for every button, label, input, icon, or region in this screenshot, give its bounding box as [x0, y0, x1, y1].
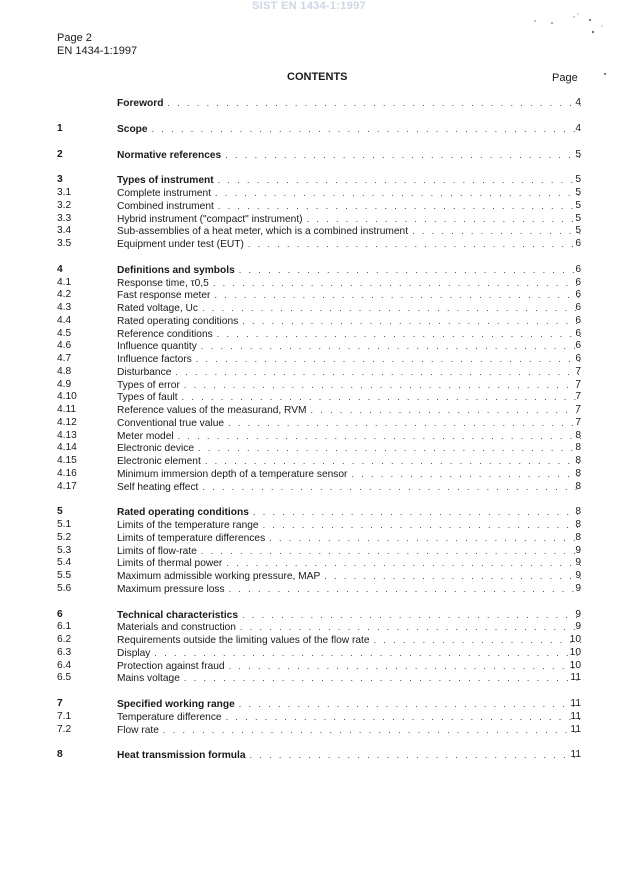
toc-entry-page: 4	[575, 122, 581, 134]
toc-entry	[57, 238, 581, 251]
toc-entry-number: 4.13	[57, 429, 77, 441]
toc-entry-page: 9	[575, 621, 581, 633]
toc-entry-page: 6	[575, 302, 581, 313]
toc-entry-page: 11	[570, 749, 581, 761]
dot-leader	[163, 724, 581, 737]
dot-leader	[215, 187, 581, 200]
dot-leader	[152, 123, 581, 136]
toc-entry-title: Self heating effect	[117, 481, 199, 493]
toc-entry	[57, 532, 581, 545]
toc-entry-page: 5	[575, 225, 581, 237]
toc-entry-number: 4.5	[57, 327, 72, 339]
toc-entry-number: 6.1	[57, 621, 72, 633]
toc-entry-page: 6	[575, 340, 581, 352]
toc-entry-number: 1	[57, 122, 63, 134]
toc-entry-number: 5	[57, 506, 63, 518]
toc-entry-page: 8	[575, 519, 581, 530]
dot-leader	[182, 391, 581, 404]
toc-entry	[57, 442, 581, 455]
toc-entry-page: 6	[575, 314, 581, 326]
toc-entry	[57, 647, 581, 660]
toc-entry-number: 4.12	[57, 416, 77, 428]
toc-entry-number: 4.2	[57, 289, 72, 301]
toc-entry	[57, 519, 581, 532]
toc-entry-page: 6	[575, 327, 581, 339]
toc-entry-title: Limits of flow-rate	[117, 545, 197, 557]
dot-leader	[218, 200, 581, 213]
toc-entry-page: 7	[575, 365, 581, 377]
toc-entry-title: Maximum admissible working pressure, MAP	[117, 571, 321, 582]
toc-entry-number: 2	[57, 148, 63, 160]
toc-entry	[57, 583, 581, 596]
toc-entry	[57, 340, 581, 353]
toc-entry	[57, 149, 581, 162]
toc-entry	[57, 430, 581, 443]
toc-entry-number: 4.17	[57, 480, 77, 492]
dot-leader	[374, 634, 581, 647]
dot-leader	[201, 545, 581, 558]
toc-entry	[57, 200, 581, 213]
toc-entry	[57, 545, 581, 558]
toc-entry-number: 6.4	[57, 659, 72, 671]
standard-id: EN 1434-1:1997	[57, 45, 138, 57]
toc-entry	[57, 328, 581, 341]
toc-entry-number: 5.2	[57, 531, 72, 543]
toc-entry-page: 5	[575, 148, 581, 160]
toc-entry-number: 5.5	[57, 570, 72, 581]
toc-entry-page: 6	[575, 353, 581, 364]
toc-entry-page: 10	[569, 659, 581, 671]
dot-leader	[202, 481, 581, 494]
toc-entry-title: Disturbance	[117, 366, 172, 378]
toc-entry-number: 4.14	[57, 442, 77, 454]
toc-entry	[57, 506, 581, 519]
toc-entry-title: Hybrid instrument ("compact" instrument)	[117, 213, 303, 225]
toc-entry-title: Definitions and symbols	[117, 264, 235, 276]
toc-entry-page: 11	[570, 698, 581, 709]
toc-entry-page: 8	[575, 506, 581, 518]
toc-entry-title: Reference values of the measurand, RVM	[117, 405, 307, 416]
toc-entry-number: 5.4	[57, 557, 72, 569]
dot-leader	[248, 238, 581, 251]
toc-entry-title: Flow rate	[117, 724, 159, 736]
toc-entry-number: 5.3	[57, 544, 72, 556]
toc-entry-page: 9	[575, 544, 581, 556]
dot-leader	[198, 442, 581, 455]
dot-leader	[242, 609, 581, 622]
toc-entry	[57, 404, 581, 417]
dot-leader	[225, 149, 581, 162]
toc-entry-title: Display	[117, 647, 151, 659]
dot-leader	[269, 532, 581, 545]
dot-leader	[201, 340, 581, 353]
toc-entry	[57, 187, 581, 200]
toc-entry-number: 5.1	[57, 519, 72, 530]
toc-entry-title: Mains voltage	[117, 673, 180, 685]
toc-entry-number: 6.3	[57, 646, 72, 658]
toc-entry	[57, 302, 581, 315]
toc-entry-title: Maximum pressure loss	[117, 583, 225, 595]
toc-entry-title: Specified working range	[117, 699, 235, 710]
toc-entry-page: 11	[570, 710, 581, 722]
dot-leader	[184, 672, 581, 685]
toc-entry	[57, 174, 581, 187]
toc-entry-number: 3.4	[57, 225, 72, 237]
toc-entry	[57, 277, 581, 290]
toc-entry-page: 11	[570, 672, 581, 684]
toc-entry-title: Response time, τ0,5	[117, 277, 209, 289]
toc-entry-number: 7.2	[57, 723, 72, 735]
dot-leader	[239, 264, 581, 277]
toc-entry-number: 3.3	[57, 212, 72, 224]
dot-leader	[250, 749, 581, 762]
toc-entry-number: 4.1	[57, 276, 72, 288]
watermark: SIST EN 1434-1:1997	[252, 0, 366, 12]
toc-entry	[57, 97, 581, 110]
dot-leader	[351, 468, 581, 481]
toc-entry-number: 4.9	[57, 378, 72, 390]
toc-entry	[57, 391, 581, 404]
toc-entry-title: Types of error	[117, 379, 180, 391]
toc-entry-page: 5	[575, 174, 581, 186]
toc-entry-number: 4.4	[57, 314, 72, 326]
toc-entry-title: Types of fault	[117, 392, 178, 404]
toc-entry-number: 4.6	[57, 340, 72, 352]
toc-entry	[57, 353, 581, 366]
toc-entry	[57, 724, 581, 737]
toc-entry-number: 4.8	[57, 365, 72, 377]
toc-entry	[57, 672, 581, 685]
toc-entry	[57, 289, 581, 302]
toc-entry-number: 3.1	[57, 187, 72, 198]
toc-entry-number: 3	[57, 174, 63, 186]
toc-entry-title: Temperature difference	[117, 711, 222, 723]
dot-leader	[229, 660, 581, 673]
toc-entry-number: 4.11	[57, 404, 77, 415]
dot-leader	[202, 302, 581, 315]
toc-entry-page: 7	[575, 378, 581, 390]
dot-leader	[226, 557, 581, 570]
toc-entry-title: Fast response meter	[117, 290, 211, 302]
toc-entry	[57, 570, 581, 583]
toc-entry-page: 8	[575, 467, 581, 479]
toc-entry-title: Rated voltage, Uc	[117, 303, 198, 314]
dot-leader	[239, 698, 581, 711]
toc-entry	[57, 417, 581, 430]
toc-entry-page: 6	[575, 289, 581, 301]
toc-entry-page: 10	[569, 646, 581, 658]
toc-entry-title: Equipment under test (EUT)	[117, 239, 244, 250]
toc-entry-number: 6.2	[57, 634, 72, 645]
toc-entry-title: Influence factors	[117, 354, 192, 365]
table-of-contents	[57, 97, 581, 762]
toc-entry-title: Combined instrument	[117, 200, 214, 212]
toc-entry	[57, 213, 581, 226]
toc-entry-number: 3.2	[57, 199, 72, 211]
toc-entry	[57, 468, 581, 481]
toc-entry	[57, 698, 581, 711]
toc-entry-page: 7	[575, 416, 581, 428]
dot-leader	[175, 366, 581, 379]
toc-entry-number: 3.5	[57, 238, 72, 249]
toc-entry-number: 6	[57, 608, 63, 620]
dot-leader	[217, 328, 581, 341]
toc-entry-title: Minimum immersion depth of a temperature sensor	[117, 468, 348, 480]
dot-leader	[412, 225, 581, 238]
toc-entry-title: Conventional true value	[117, 417, 225, 429]
toc-entry-title: Rated operating conditions	[117, 315, 239, 327]
dot-leader	[167, 97, 581, 110]
toc-entry	[57, 660, 581, 673]
toc-entry	[57, 315, 581, 328]
toc-entry-number: 4.7	[57, 353, 72, 364]
toc-entry-title: Foreword	[117, 98, 164, 109]
toc-entry-title: Electronic device	[117, 443, 195, 455]
toc-entry-title: Protection against fraud	[117, 660, 225, 672]
toc-entry-page: 9	[575, 582, 581, 594]
toc-entry-title: Meter model	[117, 430, 174, 442]
dot-leader	[307, 213, 581, 226]
dot-leader	[263, 519, 581, 532]
toc-entry	[57, 264, 581, 277]
dot-leader	[154, 647, 581, 660]
toc-entry-page: 6	[575, 238, 581, 249]
toc-entry-page: 9	[575, 557, 581, 569]
toc-entry	[57, 225, 581, 238]
toc-entry-number: 4.16	[57, 467, 77, 479]
dot-leader	[184, 379, 581, 392]
toc-entry-number: 5.6	[57, 582, 72, 594]
toc-entry-page: 9	[575, 608, 581, 620]
dot-leader	[226, 711, 581, 724]
toc-entry	[57, 749, 581, 762]
toc-entry	[57, 455, 581, 468]
toc-entry-page: 8	[575, 531, 581, 543]
toc-entry-number: 4.10	[57, 391, 77, 403]
toc-entry	[57, 634, 581, 647]
toc-entry-page: 10	[569, 634, 581, 645]
toc-entry-title: Types of instrument	[117, 175, 214, 187]
toc-entry-title: Materials and construction	[117, 622, 236, 634]
toc-entry-title: Reference conditions	[117, 328, 213, 340]
toc-entry-page: 11	[570, 723, 581, 735]
dot-leader	[214, 289, 581, 302]
toc-entry-title: Limits of the temperature range	[117, 520, 259, 531]
toc-entry-number: 4	[57, 263, 63, 275]
toc-entry-page: 9	[575, 570, 581, 581]
page-column-label: Page	[552, 72, 578, 84]
toc-entry	[57, 609, 581, 622]
toc-entry	[57, 711, 581, 724]
toc-entry-page: 8	[575, 429, 581, 441]
dot-leader	[213, 277, 581, 290]
dot-leader	[178, 430, 581, 443]
toc-entry-page: 7	[575, 404, 581, 415]
toc-entry-title: Sub-assemblies of a heat meter, which is a combined instrument	[117, 226, 409, 238]
toc-entry-title: Scope	[117, 123, 148, 135]
toc-entry	[57, 123, 581, 136]
toc-entry-number: 4.15	[57, 455, 77, 466]
toc-entry-title: Technical characteristics	[117, 609, 238, 621]
toc-entry-page: 5	[575, 212, 581, 224]
toc-entry-title: Influence quantity	[117, 341, 197, 353]
toc-entry-number: 4.3	[57, 302, 72, 313]
toc-entry-page: 5	[575, 187, 581, 198]
dot-leader	[228, 417, 581, 430]
toc-entry-page: 6	[575, 263, 581, 275]
dot-leader	[311, 404, 581, 417]
page-header	[57, 32, 137, 58]
toc-entry-page: 4	[575, 97, 581, 108]
dot-leader	[240, 621, 581, 634]
toc-entry-number: 8	[57, 749, 63, 761]
toc-entry-title: Complete instrument	[117, 188, 211, 199]
dot-leader	[242, 315, 581, 328]
toc-entry	[57, 366, 581, 379]
toc-entry-title: Requirements outside the limiting values of the flow rate	[117, 635, 370, 646]
toc-entry	[57, 621, 581, 634]
toc-entry-title: Heat transmission formula	[117, 750, 246, 762]
dot-leader	[205, 455, 581, 468]
toc-entry	[57, 481, 581, 494]
toc-entry-title: Electronic element	[117, 456, 201, 467]
toc-entry-page: 8	[575, 480, 581, 492]
toc-entry	[57, 557, 581, 570]
toc-entry-title: Rated operating conditions	[117, 507, 249, 519]
toc-entry-page: 8	[575, 442, 581, 454]
toc-entry-number: 7.1	[57, 710, 72, 722]
toc-entry	[57, 379, 581, 392]
toc-entry-title: Normative references	[117, 149, 222, 161]
toc-entry-number: 6.5	[57, 672, 72, 684]
toc-entry-page: 8	[575, 455, 581, 466]
toc-entry-title: Limits of thermal power	[117, 558, 223, 570]
contents-title: CONTENTS	[287, 71, 348, 83]
toc-entry-page: 5	[575, 199, 581, 211]
dot-leader	[324, 570, 581, 583]
toc-entry-title: Limits of temperature differences	[117, 532, 266, 544]
dot-leader	[218, 174, 581, 187]
dot-leader	[229, 583, 581, 596]
toc-entry-page: 7	[575, 391, 581, 403]
dot-leader	[253, 506, 581, 519]
toc-entry-number: 7	[57, 698, 63, 709]
page-number: Page 2	[57, 32, 92, 44]
dot-leader	[196, 353, 581, 366]
toc-entry-page: 6	[575, 276, 581, 288]
